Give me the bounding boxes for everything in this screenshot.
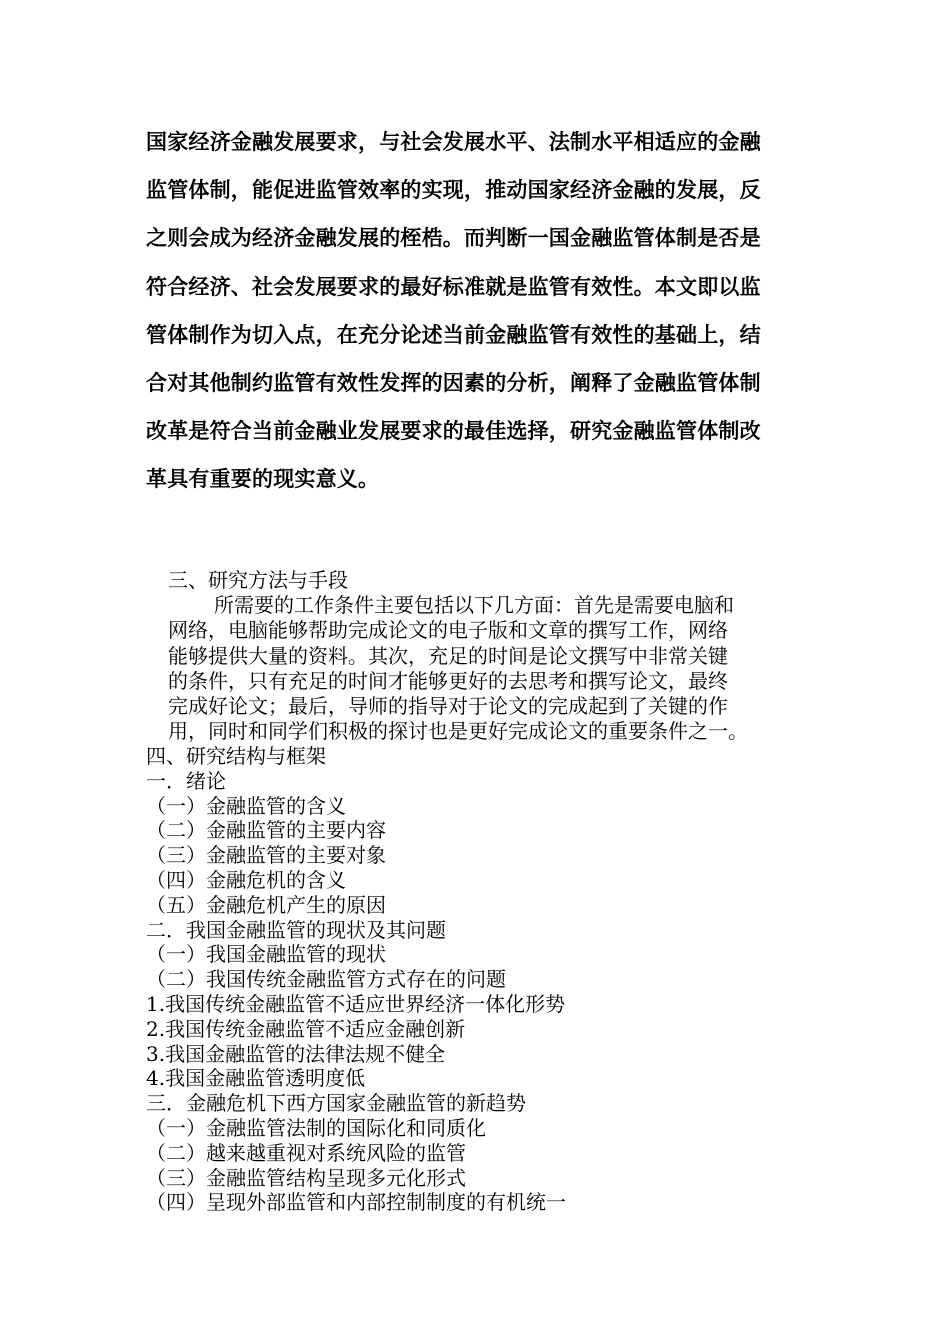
paragraph-line: 完成好论文；最后，导师的指导对于论文的完成起到了关键的作 [168,693,728,718]
paragraph-line: 能够提供大量的资料。其次，充足的时间是论文撰写中非常关键 [168,643,728,668]
paragraph-line: 用，同时和同学们积极的探讨也是更好完成论文的重要条件之一。 [168,719,748,744]
outline-subitem: 1.我国传统金融监管不适应世界经济一体化形势 [146,991,566,1016]
outline-chapter: 一．绪论 [146,768,226,793]
outline-item: （四）金融危机的含义 [146,867,346,892]
paragraph-line: 的条件，只有充足的时间才能够更好的去思考和撰写论文，最终 [168,668,728,693]
outline-subitem: 2.我国传统金融监管不适应金融创新 [146,1016,466,1041]
structure-outline [146,744,826,1215]
paragraph-line: 符合经济、社会发展要求的最好标准就是监管有效性。本文即以监 [146,273,761,299]
outline-item: （二）我国传统金融监管方式存在的问题 [146,967,506,992]
paragraph-line: 所需要的工作条件主要包括以下几方面：首先是需要电脑和 [214,593,734,618]
intro-paragraph [146,118,806,504]
paragraph-line: 管体制作为切入点，在充分论述当前金融监管有效性的基础上，结 [146,321,761,347]
outline-subitem: 4.我国金融监管透明度低 [146,1066,366,1091]
outline-item: （四）呈现外部监管和内部控制制度的有机统一 [146,1190,566,1215]
outline-item: （二）金融监管的主要内容 [146,818,386,843]
outline-chapter: 二．我国金融监管的现状及其问题 [146,917,446,942]
paragraph-line: 监管体制，能促进监管效率的实现，推动国家经济金融的发展，反 [146,177,761,203]
outline-chapter: 三．金融危机下西方国家金融监管的新趋势 [146,1091,526,1116]
outline-item: （三）金融监管结构呈现多元化形式 [146,1165,466,1190]
outline-subitem: 3.我国金融监管的法律法规不健全 [146,1041,446,1066]
paragraph-line: 革具有重要的现实意义。 [146,466,380,492]
section-heading: 四、研究结构与框架 [146,744,326,768]
section-heading: 三、研究方法与手段 [168,568,348,592]
paragraph-line: 网络，电脑能够帮助完成论文的电子版和文章的撰写工作，网络 [168,618,728,643]
outline-item: （一）金融监管的含义 [146,793,346,818]
outline-item: （三）金融监管的主要对象 [146,843,386,868]
paragraph-line: 改革是符合当前金融业发展要求的最佳选择，研究金融监管体制改 [146,418,761,444]
outline-item: （一）金融监管法制的国际化和同质化 [146,1115,486,1140]
outline-item: （五）金融危机产生的原因 [146,892,386,917]
research-methods-section [146,568,826,744]
outline-item: （一）我国金融监管的现状 [146,942,386,967]
outline-item: （二）越来越重视对系统风险的监管 [146,1140,466,1165]
paragraph-line: 合对其他制约监管有效性发挥的因素的分析，阐释了金融监管体制 [146,369,761,395]
paragraph-line: 之则会成为经济金融发展的桎梏。而判断一国金融监管体制是否是 [146,225,761,251]
paragraph-line: 国家经济金融发展要求，与社会发展水平、法制水平相适应的金融 [146,129,761,154]
